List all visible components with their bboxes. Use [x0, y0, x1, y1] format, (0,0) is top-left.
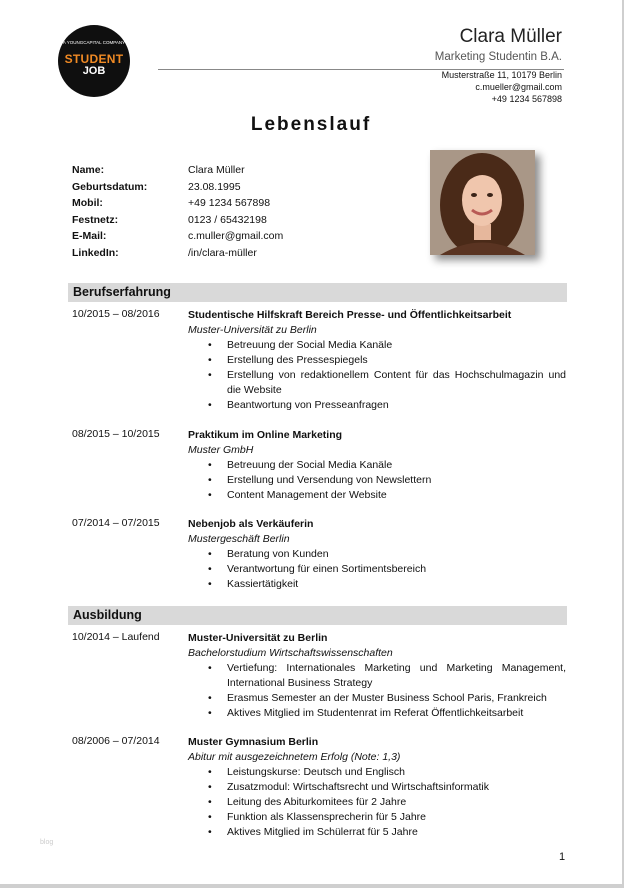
entry-bullet-list [188, 765, 566, 840]
info-label: LinkedIn: [72, 246, 119, 259]
info-row [72, 214, 283, 231]
section-header-education: Ausbildung [68, 606, 567, 625]
list-item: • Funktion als Klassensprecherin für 5 Jahre [227, 810, 566, 825]
list-item: • Leistungskurse: Deutsch und Englisch [227, 765, 566, 780]
watermark: blog [40, 839, 54, 846]
header-name-block [435, 26, 562, 63]
list-item: • Erstellung und Versendung von Newslettern [227, 473, 566, 488]
entry-bullet-list [188, 338, 566, 413]
list-item: • Betreuung der Social Media Kanäle [227, 458, 566, 473]
entry-organization: Muster GmbH [188, 444, 254, 456]
entry-bullet-list [188, 547, 566, 592]
list-item: • Verantwortung für einen Sortimentsbereich [227, 562, 566, 577]
logo-student-text: STUDENT [64, 52, 124, 66]
info-label: E-Mail: [72, 230, 107, 242]
entry-title: Nebenjob als Verkäuferin [188, 518, 314, 530]
header-address: Musterstraße 11, 10179 Berlin [441, 70, 562, 80]
entry-bullet-list [188, 661, 566, 721]
list-item: • Beratung von Kunden [227, 547, 566, 562]
page-number: 1 [559, 851, 566, 863]
info-label: Name: [72, 164, 105, 176]
info-value: 23.08.1995 [188, 180, 241, 193]
list-item: • Leitung des Abiturkomitees für 2 Jahre [227, 795, 566, 810]
list-item: • Vertiefung: Internationales Marketing und Marketing Management, International Business Strategy [227, 661, 566, 691]
entry-date: 07/2014 – 07/2015 [72, 517, 160, 529]
list-item: • Erstellung von redaktionellem Content für das Hochschulmagazin und die Website [227, 368, 566, 398]
list-item: • Aktives Mitglied im Schülerrat für 5 Jahre [227, 825, 566, 840]
info-row [72, 164, 283, 181]
entry-organization: Abitur mit ausgezeichnetem Erfolg (Note: 1,3) [188, 751, 401, 763]
list-item: • Zusatzmodul: Wirtschaftsrecht und Wirtschaftsinformatik [227, 780, 566, 795]
list-item: • Kassiertätigkeit [227, 577, 566, 592]
entry-date: 10/2015 – 08/2016 [72, 308, 160, 320]
section-header-experience: Berufserfahrung [68, 283, 567, 302]
entry-title: Muster Gymnasium Berlin [188, 736, 319, 748]
list-item: • Erstellung des Pressespiegels [227, 353, 566, 368]
entry-bullet-list [188, 458, 566, 503]
info-value: 0123 / 65432198 [188, 213, 267, 226]
header-name: Clara Müller [459, 26, 562, 47]
info-value: /in/clara-müller [188, 246, 257, 259]
logo-tagline: A YOUNGCAPITAL COMPANY [62, 40, 126, 45]
entry-title: Muster-Universität zu Berlin [188, 632, 328, 644]
logo-job-text: JOB [82, 65, 106, 77]
entry-title: Studentische Hilfskraft Bereich Presse- und Öffentlichkeitsarbeit [188, 309, 512, 321]
entry-organization: Bachelorstudium Wirtschaftswissenschaften [188, 647, 393, 659]
info-label: Mobil: [72, 197, 103, 209]
personal-info [72, 164, 283, 263]
entry-organization: Mustergeschäft Berlin [188, 533, 290, 545]
list-item: • Erasmus Semester an der Muster Business School Paris, Frankreich [227, 691, 566, 706]
header-subtitle: Marketing Studentin B.A. [434, 51, 562, 63]
info-row [72, 197, 283, 214]
info-row [72, 247, 283, 264]
entry-date: 08/2015 – 10/2015 [72, 428, 160, 440]
page-title: Lebenslauf [250, 114, 372, 135]
list-item: • Beantwortung von Presseanfragen [227, 398, 566, 413]
entry-date: 08/2006 – 07/2014 [72, 735, 160, 747]
info-label: Festnetz: [72, 213, 119, 226]
entry-date: 10/2014 – Laufend [72, 631, 160, 643]
profile-photo [430, 150, 535, 255]
list-item: • Aktives Mitglied im Studentenrat im Referat Öffentlichkeitsarbeit [227, 706, 566, 721]
company-logo [58, 25, 130, 97]
header-phone: +49 1234 567898 [491, 94, 562, 104]
info-value: c.muller@gmail.com [188, 230, 284, 242]
header-email: c.mueller@gmail.com [475, 82, 562, 92]
header-contact [442, 69, 562, 105]
info-row [72, 230, 283, 247]
list-item: • Content Management der Website [227, 488, 566, 503]
info-label: Geburtsdatum: [72, 180, 148, 193]
info-row [72, 181, 283, 198]
info-value: Clara Müller [188, 164, 245, 176]
list-item: • Betreuung der Social Media Kanäle [227, 338, 566, 353]
entry-organization: Muster-Universität zu Berlin [188, 324, 317, 336]
info-value: +49 1234 567898 [188, 197, 271, 209]
entry-title: Praktikum im Online Marketing [188, 429, 343, 441]
